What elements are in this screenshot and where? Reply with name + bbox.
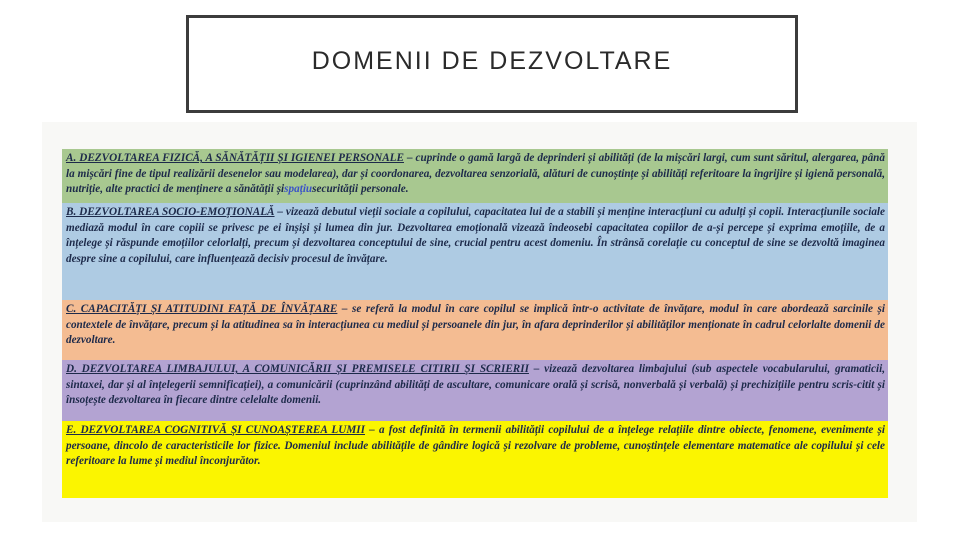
domain-b-heading: B. DEZVOLTAREA SOCIO-EMOȚIONALĂ bbox=[66, 206, 275, 218]
domain-d-text: – vizează dezvoltarea limbajului (sub aspectele vocabularului, gramaticii, sintaxei, dar și al înțelegerii semnificației), a comunicării (cuprinzând abilități de ascultare, comunicare orală și scrisă, nonverbală și verbală) și prechizițiile pentru scris-citit și însoțește dezvoltarea în fiecare dintre celelalte domenii. bbox=[66, 363, 886, 407]
domain-b-socio-emotional bbox=[62, 203, 888, 300]
domain-a-link[interactable]: spațiu bbox=[284, 183, 313, 196]
domain-e-heading: E. DEZVOLTAREA COGNITIVĂ ȘI CUNOAȘTEREA LUMII bbox=[66, 424, 365, 436]
domain-c-learning-attitudes bbox=[62, 300, 888, 360]
domain-d-language bbox=[62, 360, 888, 421]
development-domains-list bbox=[62, 149, 888, 498]
domain-d-heading: D. DEZVOLTAREA LIMBAJULUI, A COMUNICĂRII ȘI PREMISELE CITIRII ȘI SCRIERII bbox=[66, 363, 529, 375]
domain-c-text: – se referă la modul în care copilul se implică într-o activitate de învățare, modul în care abordează sarcinile și contextele de învățare, precum și la atitudinea sa în interacțiunea cu mediul și persoanele din jur, în afara deprinderilor și abilităților menționate în cadrul celorlalte domenii de dezvoltare. bbox=[66, 303, 886, 347]
domain-a-text-end: securității personale. bbox=[312, 183, 409, 196]
slide-title: DOMENII DE DEZVOLTARE bbox=[311, 46, 673, 75]
domain-c-heading: C. CAPACITĂȚI ȘI ATITUDINI FAȚĂ DE ÎNVĂȚARE bbox=[66, 303, 338, 315]
domain-b-text: – vizează debutul vieții sociale a copilului, capacitatea lui de a stabili și menține interacțiuni cu adulți și copii. Interacțiunile sociale mediază modul în care copiii se privesc pe ei înșiși și lumea din jur. Dezvoltarea emoțională vizează îndeosebi capacitatea copiilor de a-și percepe și exprima emoțiile, de a înțelege și răspunde emoțiilor celorlalți, precum și dezvoltarea conceptului de sine, crucial pentru acest domeniu. În strânsă corelație cu conceptul de sine se dezvoltă imaginea despre sine a copilului, care influențează decisiv procesul de învățare. bbox=[66, 206, 885, 265]
domain-a-heading: A. DEZVOLTAREA FIZICĂ, A SĂNĂTĂȚII ȘI IGIENEI PERSONALE bbox=[66, 152, 404, 164]
slide-title-box bbox=[186, 15, 798, 113]
domain-e-cognitive bbox=[62, 421, 888, 498]
domain-a-physical bbox=[62, 149, 888, 203]
domain-e-text: – a fost definită în termenii abilității copilului de a înțelege relațiile dintre obiecte, fenomene, evenimente și persoane, dincolo de caracteristicile lor fizice. Domeniul include abilitățile de gândire logică și rezolvare de probleme, cunoștințele elementare matematice ale copilului și cele referitoare la lume și mediul înconjurător. bbox=[66, 424, 885, 468]
domain-a-text: – cuprinde o gamă largă de deprinderi și abilități (de la mișcări largi, cum sunt săritul, alergarea, până la mișcări fine de tipul realizării desenelor sau modelarea), dar și coordonarea, dezvoltarea senzorială, alături de cunoștințe și abilități referitoare la îngrijire și igienă personală, nutriție, alte practici de menținere a sănătății și bbox=[66, 152, 885, 196]
